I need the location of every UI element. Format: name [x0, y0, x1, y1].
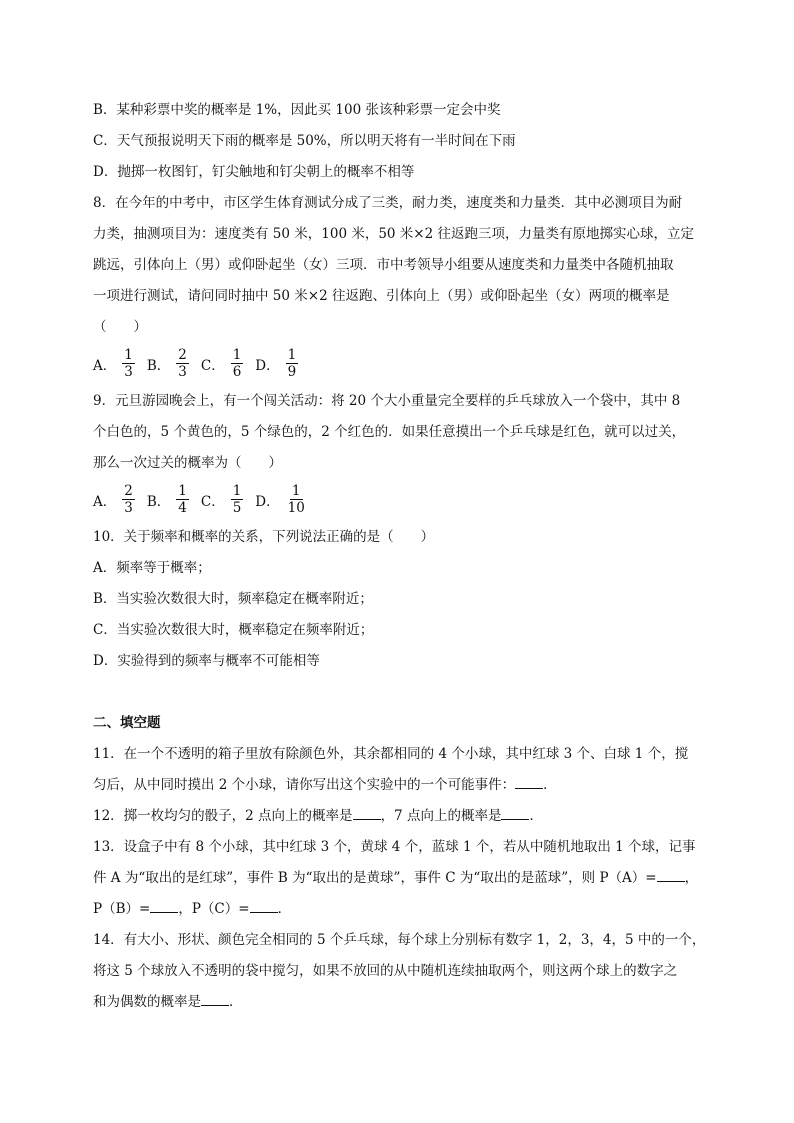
q9-options — [93, 484, 319, 515]
option-letter: B． — [146, 493, 171, 510]
denominator: 9 — [287, 364, 297, 380]
q13-stem-line-2 — [93, 868, 698, 888]
q12-stem — [93, 806, 543, 826]
answer-blank[interactable] — [201, 993, 229, 1006]
q8-stem-line-2: 力类，抽测项目为：速度类有 50 米，100 米，50 米×2 往返跑三项，力量类有原地掷实心球，立定 — [93, 226, 694, 242]
q13-period: ． — [277, 901, 292, 917]
option-letter: D． — [255, 493, 280, 510]
fraction — [176, 484, 189, 515]
q13-stem-line-1: 13．设盒子中有 8 个小球，其中红球 3 个，黄球 4 个，蓝球 1 个，若从中随机地取出 1 个球，记事 — [93, 839, 696, 855]
option-letter: B． — [146, 357, 171, 374]
fraction — [122, 484, 135, 515]
q8-stem-line-3: 跳远，引体向上（男）或仰卧起坐（女）三项．市中考领导小组要从速度类和力量类中各随机抽取 — [93, 257, 674, 273]
q13-pb-label: P（B）= — [93, 901, 151, 917]
q13-pc-label: ，P（C）= — [178, 901, 250, 917]
q8-options — [93, 348, 310, 379]
q8-answer-brackets: （ ） — [93, 319, 147, 335]
answer-blank[interactable] — [515, 776, 543, 789]
q9-stem-line-1: 9．元旦游园晚会上，有一个闯关活动：将 20 个大小重量完全要样的乒乓球放入一个袋中，其中 8 — [93, 393, 681, 409]
q13-comma: ， — [684, 870, 699, 886]
numerator: 2 — [178, 347, 187, 363]
fraction — [286, 484, 307, 515]
q14-stem-line-2: 将这 5 个球放入不透明的袋中搅匀，如果不放回的从中随机连续抽取两个，则这两个球上的数字之 — [93, 963, 678, 979]
option-letter: A． — [93, 357, 117, 374]
q9-option-d — [255, 484, 307, 515]
option-letter: C． — [200, 493, 225, 510]
q9-option-b — [147, 484, 189, 515]
q10-option-b: B．当实验次数很大时，频率稳定在概率附近； — [93, 591, 373, 607]
fraction — [231, 484, 244, 515]
q10-option-d: D．实验得到的频率与概率不可能相等 — [93, 653, 320, 669]
numerator: 1 — [232, 483, 242, 499]
q14-stem-line-3 — [93, 992, 243, 1012]
q9-option-c — [201, 484, 243, 515]
fraction — [176, 348, 189, 379]
q12-text-a: 12．掷一枚均匀的骰子，2 点向上的概率是 — [93, 808, 353, 824]
numerator: 1 — [287, 347, 297, 363]
option-letter: A． — [93, 493, 117, 510]
numerator: 1 — [124, 347, 133, 363]
option-letter: D． — [255, 357, 280, 374]
q11-stem-line-2 — [93, 775, 557, 795]
numerator: 2 — [124, 483, 133, 499]
numerator: 1 — [232, 347, 242, 363]
q13-text: 件 A 为“取出的是红球”，事件 B 为“取出的是黄球”，事件 C 为“取出的是蓝球”，则 P（A）= — [93, 870, 657, 886]
fraction — [122, 348, 135, 379]
numerator: 1 — [178, 483, 187, 499]
q10-option-c: C．当实验次数很大时，概率稳定在频率附近； — [93, 622, 374, 638]
q11-text: 匀后，从中同时摸出 2 个小球，请你写出这个实验中的一个可能事件： — [93, 777, 516, 793]
denominator: 4 — [178, 500, 187, 516]
q8-option-d — [255, 348, 298, 379]
q8-stem-line-1: 8．在今年的中考中，市区学生体育测试分成了三类，耐力类，速度类和力量类．其中必测项目为耐 — [93, 195, 683, 211]
q7-option-b: B．某种彩票中奖的概率是 1%，因此买 100 张该种彩票一定会中奖 — [93, 102, 501, 118]
q9-option-a — [93, 484, 135, 515]
q11-stem-line-1: 11．在一个不透明的箱子里放有除颜色外，其余都相同的 4 个小球，其中红球 3 个、白球 1 个，搅 — [93, 746, 689, 762]
answer-blank[interactable] — [657, 869, 685, 882]
denominator: 3 — [178, 364, 187, 380]
q9-stem-line-2: 个白色的，5 个黄色的，5 个绿色的，2 个红色的．如果任意摸出一个乒乓球是红色，就可以过关， — [93, 424, 686, 440]
answer-blank[interactable] — [250, 900, 278, 913]
q8-option-b — [147, 348, 189, 379]
q14-stem-line-1: 14．有大小、形状、颜色完全相同的 5 个乒乓球，每个球上分别标有数字 1，2，3，4，5 中的一个， — [93, 932, 706, 948]
q14-period: ． — [229, 994, 243, 1010]
answer-blank[interactable] — [353, 807, 381, 820]
fraction — [286, 348, 299, 379]
denominator: 6 — [232, 364, 242, 380]
q9-stem-line-3: 那么一次过关的概率为（ ） — [93, 455, 282, 471]
denominator: 5 — [232, 500, 242, 516]
option-letter: C． — [200, 357, 225, 374]
answer-blank[interactable] — [150, 900, 178, 913]
q13-stem-line-3 — [93, 899, 291, 919]
denominator: 3 — [124, 364, 133, 380]
answer-blank[interactable] — [501, 807, 529, 820]
q10-option-a: A．频率等于概率； — [93, 560, 211, 576]
q8-option-a — [93, 348, 135, 379]
denominator: 10 — [287, 500, 305, 516]
q12-period: ． — [529, 808, 543, 824]
fraction — [231, 348, 244, 379]
numerator: 1 — [291, 483, 301, 499]
q8-stem-line-4: 一项进行测试，请问同时抽中 50 米×2 往返跑、引体向上（男）或仰卧起坐（女）两项的概率是 — [93, 288, 670, 304]
q10-stem: 10．关于频率和概率的关系，下列说法正确的是（ ） — [93, 529, 435, 545]
q7-option-c: C．天气预报说明天下雨的概率是 50%，所以明天将有一半时间在下雨 — [93, 133, 516, 149]
q12-text-b: ，7 点向上的概率是 — [380, 808, 502, 824]
denominator: 3 — [124, 500, 133, 516]
q11-period: ． — [543, 777, 557, 793]
q8-option-c — [201, 348, 243, 379]
q14-text: 和为偶数的概率是 — [93, 994, 201, 1010]
section-title-fill-in: 二、填空题 — [93, 715, 161, 731]
q7-option-d: D．抛掷一枚图钉，钉尖触地和钉尖朝上的概率不相等 — [93, 164, 415, 180]
